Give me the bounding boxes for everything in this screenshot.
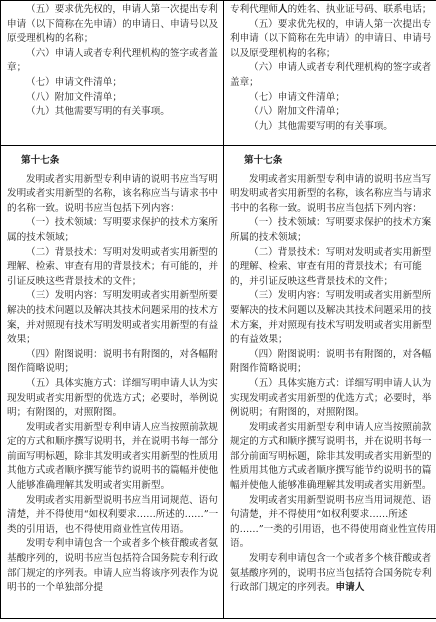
left-paragraph: （八）附加文件清单； xyxy=(26,91,122,103)
right-lead-paragraph xyxy=(230,3,436,18)
left-paragraph: （六）申请人或者专利代理机构的签字或者盖章； xyxy=(7,47,218,74)
handwritten-mark: 申请人 xyxy=(335,582,365,594)
right-paragraph: （五）具体实施方式：详细写明申请人认为实现发明或者实用新型的优选方式；必要时，举例说明；有附图的，对照附图。 xyxy=(230,377,432,419)
left-paragraph: （五）要求优先权的，申请人第一次提出专利申请（以下简称在先申请）的申请日、申请号以及原受理机构的名称； xyxy=(7,4,219,45)
right-paragraph: （二）背景技术：写明对发明或者实用新型的理解、检索、审查有用的背景技术；有可能的，并引证反映这些背景技术的文件； xyxy=(230,246,432,287)
left-paragraph: 发明或者实用新型专利申请的说明书应当写明发明或者实用新型的名称，该名称应当与请求书中的名称一致。说明书应当包括下列内容： xyxy=(7,173,219,214)
left-paragraph: 发明或者实用新型说明书应当用词规范、语句清楚，并不得使用“如权利要求……所述的……”一类的引用语，也不得使用商业性宣传用语。 xyxy=(7,494,219,535)
right-paragraph: （八）附加文件清单； xyxy=(249,106,345,118)
right-column-cell xyxy=(224,1,436,146)
right-paragraph: 发明或者实用新型说明书应当用词规范、语句清楚，并不得使用“如权利要求……所述的……”一类的引用语，也不得使用商业性宣传用语。 xyxy=(230,494,436,550)
right-paragraph: （六）申请人或者专利代理机构的签字或者盖章； xyxy=(230,62,432,88)
left-column-cell xyxy=(1,1,224,146)
left-paragraph: 发明专利申请包含一个或者多个核苷酸或者氨基酸序列的，说明书应当包括符合国务院专利行政部门规定的序列表。申请人应当将该序列表作为说明书的一个单独部分提 xyxy=(7,538,219,594)
left-paragraph: （四）附图说明：说明书有附图的，对各幅附图作简略说明； xyxy=(7,348,218,375)
table-row xyxy=(1,146,436,619)
right-paragraph: （四）附图说明：说明书有附图的，对各幅附图作简略说明； xyxy=(230,348,432,375)
article-heading: 第十七条 xyxy=(21,155,60,166)
lead-text: 专利代理师 xyxy=(230,4,278,15)
left-paragraph: （三）发明内容：写明发明或者实用新型所要解决的技术问题以及解决其技术问题采用的技术方案，并对照现有技术写明发明或者实用新型的有益效果； xyxy=(7,290,219,346)
left-paragraph: （九）其他需要写明的有关事项。 xyxy=(26,106,170,118)
handwritten-mark: 人 xyxy=(277,4,288,15)
lead-text-rest: 的姓名、执业证号码、联系电话； xyxy=(287,4,432,15)
right-paragraph: （一）技术领域：写明要求保护的技术方案所属的技术领域； xyxy=(230,217,432,243)
right-paragraph: （五）要求优先权的，申请人第一次提出专利申请（以下简称在先申请）的申请日、申请号以及原受理机构的名称； xyxy=(230,18,432,59)
article-heading: 第十七条 xyxy=(244,155,283,166)
left-column-cell xyxy=(1,146,224,619)
right-column-cell xyxy=(224,146,436,619)
left-paragraph: （五）具体实施方式：详细写明申请人认为实现发明或者实用新型的优选方式；必要时，举例说明；有附图的，对照附图。 xyxy=(7,377,219,419)
right-last-paragraph xyxy=(230,552,436,596)
right-paragraph: （三）发明内容：写明发明或者实用新型所要解决的技术问题以及解决其技术问题采用的技术方案，并对照现有技术写明发明或者实用新型的有益效果； xyxy=(230,290,432,346)
table-row xyxy=(1,1,436,146)
right-paragraph: 发明或者实用新型专利申请人应当按照前款规定的方式和顺序撰写说明书，并在说明书每一部分前面写明标题，除非其发明或者实用新型的性质用其他方式或者顺序撰写能节约说明书的篇幅并使他人能够准确理解其发明或者实用新型。 xyxy=(230,421,432,492)
left-paragraph: （二）背景技术：写明对发明或者实用新型的理解、检索、审查有用的背景技术；有可能的，并引证反映这些背景技术的文件； xyxy=(7,246,219,287)
right-paragraph: 发明或者实用新型专利申请的说明书应当写明发明或者实用新型的名称，该名称应当与请求书中的名称一致。说明书应当包括下列内容： xyxy=(230,173,432,214)
last-paragraph-text: 发明专利申请包含一个或者多个核苷酸或者氨基酸序列的，说明书应当包括符合国务院专利行政部门规定的序列表。 xyxy=(230,553,432,594)
left-paragraph: 发明或者实用新型专利申请人应当按照前款规定的方式和顺序撰写说明书，并在说明书每一部分前面写明标题，除非其发明或者实用新型的性质用其他方式或者顺序撰写能节约说明书的篇幅并使他人能够准确理解其发明或者实用新型。 xyxy=(7,421,219,492)
right-paragraph: （七）申请文件清单； xyxy=(249,91,345,103)
right-paragraph: （九）其他需要写明的有关事项。 xyxy=(249,120,393,132)
left-paragraph: （七）申请文件清单； xyxy=(26,76,122,88)
left-paragraph: （一）技术领域：写明要求保护的技术方案所属的技术领域； xyxy=(7,217,218,243)
